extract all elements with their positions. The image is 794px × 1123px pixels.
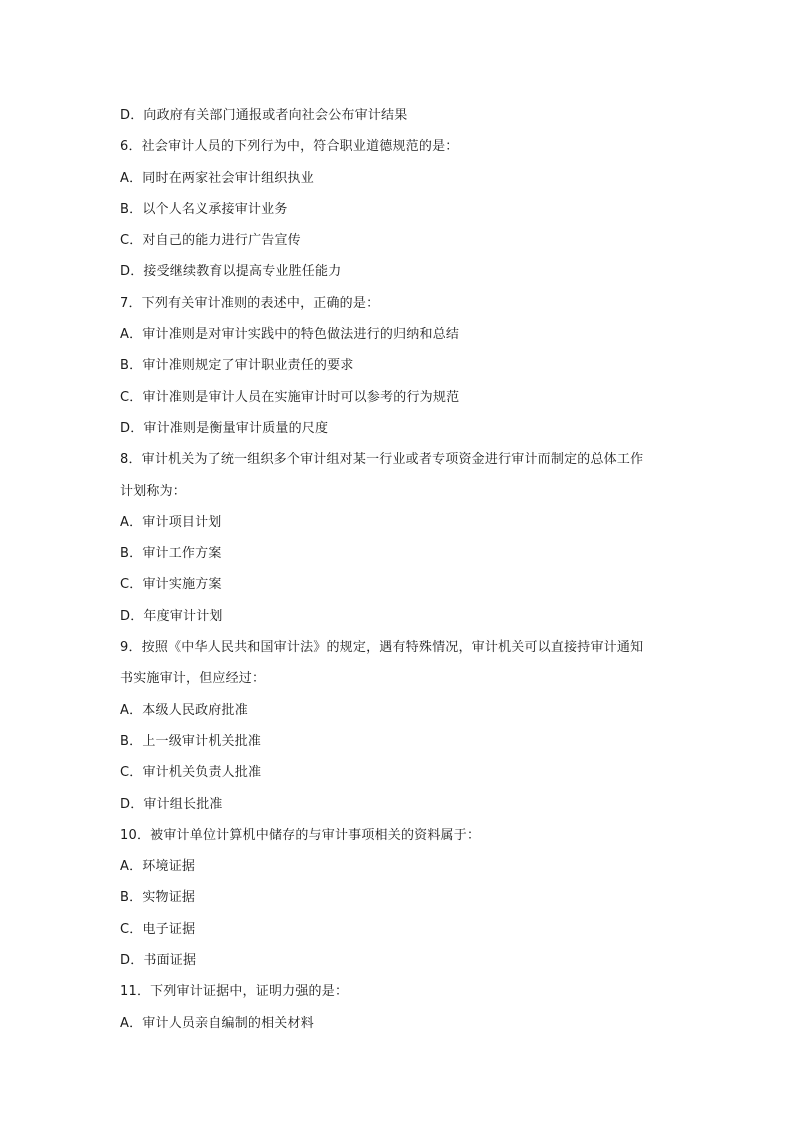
question-line: 7．下列有关审计准则的表述中，正确的是： [120, 295, 380, 311]
option-line: B．以个人名义承接审计业务 [120, 201, 288, 217]
option-line: C．审计实施方案 [120, 577, 222, 593]
option-line: C．对自己的能力进行广告宣传 [120, 233, 301, 249]
option-line: A．审计准则是对审计实践中的特色做法进行的归纳和总结 [120, 327, 460, 343]
option-line: B．上一级审计机关批准 [120, 733, 262, 749]
option-line: C．审计机关负责人批准 [120, 765, 262, 781]
option-line: C．电子证据 [120, 921, 196, 937]
option-line: D．接受继续教育以提高专业胜任能力 [120, 264, 342, 280]
option-line: A．审计项目计划 [120, 514, 222, 530]
option-line: D．向政府有关部门通报或者向社会公布审计结果 [120, 108, 408, 123]
document-body [120, 100, 680, 1039]
option-line: A．环境证据 [120, 859, 196, 875]
question-line: 11．下列审计证据中，证明力强的是： [120, 984, 349, 1000]
question-line: 6．社会审计人员的下列行为中，符合职业道德规范的是： [120, 139, 459, 155]
question-line-continued: 计划称为： [120, 483, 187, 499]
option-line: A．审计人员亲自编制的相关材料 [120, 1015, 314, 1031]
option-line: D．审计准则是衡量审计质量的尺度 [120, 420, 329, 436]
option-line: D．书面证据 [120, 953, 197, 969]
option-line: D．年度审计计划 [120, 608, 223, 624]
option-line: A．本级人民政府批准 [120, 702, 248, 718]
option-line: B．审计工作方案 [120, 546, 222, 562]
option-line: A．同时在两家社会审计组织执业 [120, 170, 314, 186]
question-line: 9．按照《中华人民共和国审计法》的规定，遇有特殊情况，审计机关可以直接持审计通知 [120, 640, 644, 656]
question-line-continued: 书实施审计，但应经过： [120, 671, 266, 687]
option-line: B．审计准则规定了审计职业责任的要求 [120, 358, 354, 374]
option-line: C．审计准则是审计人员在实施审计时可以参考的行为规范 [120, 389, 460, 405]
question-line: 8．审计机关为了统一组织多个审计组对某一行业或者专项资金进行审计而制定的总体工作 [120, 452, 644, 468]
option-line: B．实物证据 [120, 890, 196, 906]
option-line: D．审计组长批准 [120, 796, 223, 812]
question-line: 10．被审计单位计算机中储存的与审计事项相关的资料属于： [120, 827, 481, 843]
